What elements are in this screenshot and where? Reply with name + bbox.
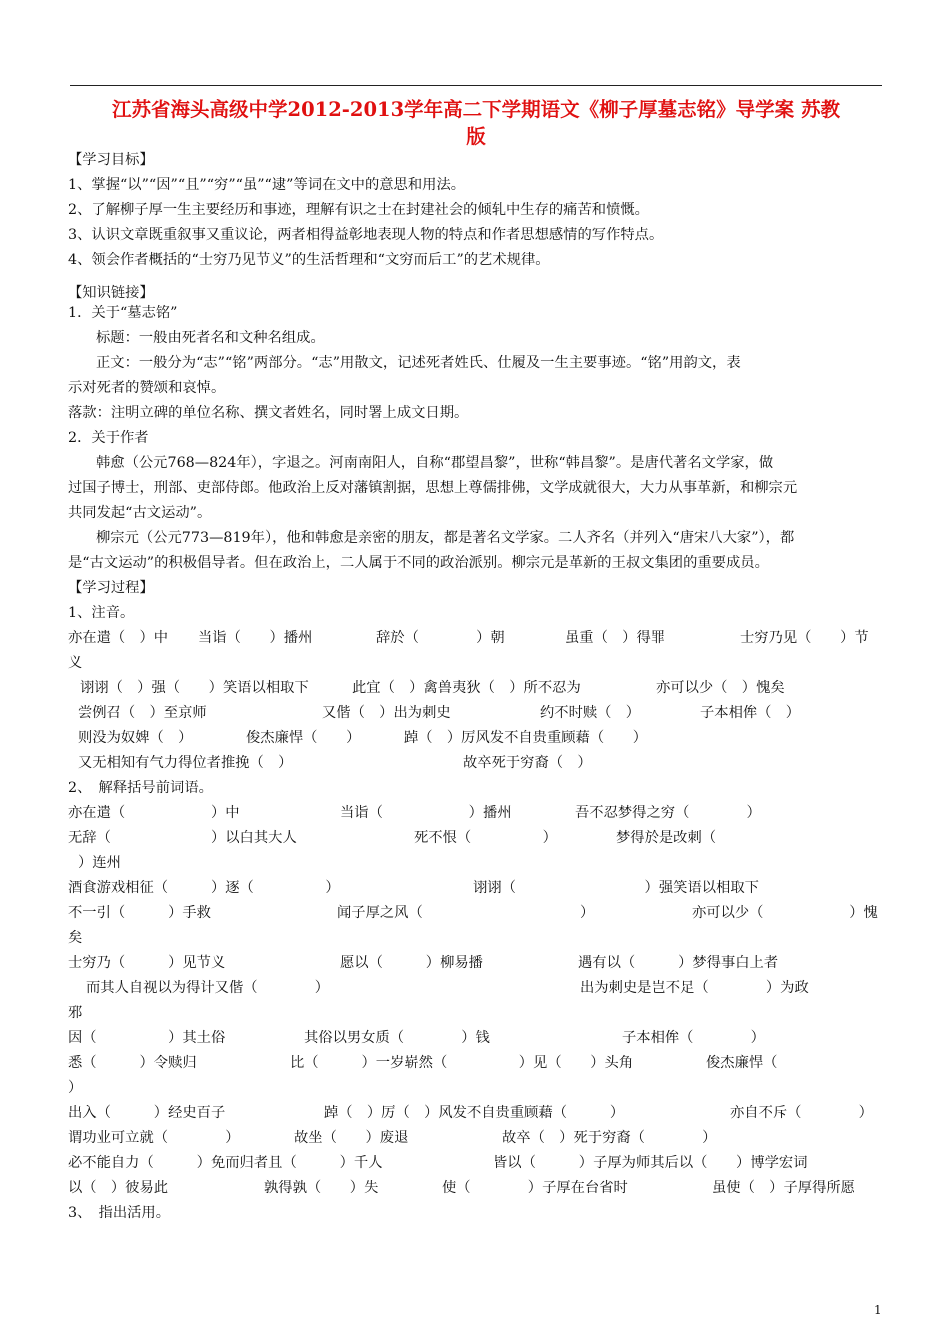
paragraph: 过国子博士，刑部、吏部侍郎。他政治上反对藩镇割据，思想上尊儒排佛，文学成就很大，大力从事革新，和柳宗元: [68, 480, 798, 496]
section-heading: 2．关于作者: [68, 430, 149, 446]
explain-item: 诩诩（ ）强笑语以相取下: [473, 880, 759, 896]
process-heading: 【学习过程】: [68, 580, 154, 596]
question-heading: 3、 指出活用。: [68, 1205, 171, 1221]
paragraph: 共同发起“古文运动”。: [68, 505, 212, 521]
explain-item: 故卒（ ）死于穷裔（ ）: [502, 1130, 717, 1146]
explain-item: 亦可以少（ ）愧: [692, 905, 878, 921]
explain-item: 吾不忍梦得之穷（ ）: [575, 805, 761, 821]
explain-item: 无辞（ ）以白其大人: [68, 830, 297, 846]
explain-item: 死不恨（ ）: [414, 830, 557, 846]
explain-item: 邪: [68, 1005, 83, 1021]
explain-item: ）: [68, 1080, 83, 1096]
paragraph: 正文：一般分为“志”“铭”两部分。“志”用散文，记述死者姓氏、仕履及一生主要事迹。“铭”用韵文，表: [96, 355, 741, 371]
explain-item: 悉（ ）令赎归: [68, 1055, 197, 1071]
pron-item: 又无相知有气力得位者推挽（ ）: [78, 755, 293, 771]
section-heading: 1．关于“墓志铭”: [68, 305, 178, 321]
pron-item: 又偕（ ）出为刺史: [322, 705, 451, 721]
paragraph: 是“古文运动”的积极倡导者。但在政治上，二人属于不同的政治派别。柳宗元是革新的王叔文集团的重要成员。: [68, 555, 769, 571]
explain-item: ）连州: [78, 855, 121, 871]
explain-item: 出为刺史是岂不足（ ）为政: [580, 980, 809, 996]
pron-item: 亦在遣（ ）中: [68, 630, 169, 646]
goal-item: 2、了解柳子厚一生主要经历和事迹，理解有识之士在封建社会的倾轧中生存的痛苦和愤慨。: [68, 202, 649, 218]
explain-item: 而其人自视以为得计又偕（ ）: [86, 980, 330, 996]
pron-item: 义: [68, 655, 83, 671]
explain-item: 不一引（ ）手救: [68, 905, 211, 921]
title-line-1: 江苏省海头高级中学2012-2013学年高二下学期语文《柳子厚墓志铭》导学案 苏教: [112, 98, 840, 121]
explain-item: 孰得孰（ ）失: [264, 1180, 379, 1196]
pron-item: 此宜（ ）禽兽夷狄（ ）所不忍为: [352, 680, 581, 696]
paragraph: 标题：一般由死者名和文种名组成。: [96, 330, 325, 346]
pron-item: 辞於（ ）朝: [376, 630, 505, 646]
explain-item: 矣: [68, 930, 83, 946]
paragraph: 示对死者的赞颂和哀悼。: [68, 380, 226, 396]
explain-item: 士穷乃（ ）见节义: [68, 955, 226, 971]
explain-item: 皆以（ ）子厚为师其后以（ ）博学宏词: [493, 1155, 808, 1171]
pron-item: 约不时赎（ ）: [540, 705, 641, 721]
pron-item: 诩诩（ ）强（ ）笑语以相取下: [80, 680, 309, 696]
title-line-2: 版: [466, 125, 486, 148]
goals-heading: 【学习目标】: [68, 152, 154, 168]
document-title: [66, 96, 886, 150]
pron-item: 子本相侔（ ）: [700, 705, 801, 721]
pron-item: 虽重（ ）得罪: [565, 630, 666, 646]
goal-item: 4、领会作者概括的“士穷乃见节义”的生活哲理和“文穷而后工”的艺术规律。: [68, 252, 550, 268]
explain-item: 当诣（ ）播州: [340, 805, 512, 821]
pron-item: 踔（ ）厉风发不自贵重顾藉（ ）: [404, 730, 648, 746]
explain-item: 遇有以（ ）梦得事白上者: [578, 955, 779, 971]
explain-item: 其俗以男女质（ ）钱: [304, 1030, 490, 1046]
explain-item: 愿以（ ）柳易播: [340, 955, 483, 971]
question-heading: 1、注音。: [68, 605, 135, 621]
explain-item: 梦得於是改刺（: [616, 830, 717, 846]
explain-item: 因（ ）其土俗: [68, 1030, 226, 1046]
goal-item: 1、掌握“以”“因”“且”“穷”“虽”“逮”等词在文中的意思和用法。: [68, 177, 466, 193]
header-rule: [70, 85, 882, 86]
explain-item: 酒食游戏相征（ ）逐（ ）: [68, 880, 340, 896]
pron-item: 亦可以少（ ）愧矣: [656, 680, 785, 696]
pron-item: 俊杰廉悍（ ）: [246, 730, 361, 746]
explain-item: 虽使（ ）子厚得所愿: [712, 1180, 855, 1196]
explain-item: 必不能自力（ ）免而归者且（ ）千人: [68, 1155, 383, 1171]
page-number: 1: [874, 1303, 882, 1317]
explain-item: 出入（ ）经史百子: [68, 1105, 226, 1121]
explain-item: 亦在遣（ ）中: [68, 805, 240, 821]
knowledge-heading: 【知识链接】: [68, 285, 154, 301]
question-heading: 2、 解释括号前词语。: [68, 780, 213, 796]
explain-item: 使（ ）子厚在台省时: [442, 1180, 628, 1196]
pron-item: 当诣（ ）播州: [198, 630, 313, 646]
paragraph: 落款：注明立碑的单位名称、撰文者姓名，同时署上成文日期。: [68, 405, 469, 421]
explain-item: 以（ ）彼易此: [68, 1180, 169, 1196]
pron-item: 士穷乃见（ ）节: [740, 630, 869, 646]
paragraph: 韩愈（公元768—824年），字退之。河南南阳人，自称“郡望昌黎”，世称“韩昌黎”。是唐代著名文学家，做: [96, 455, 774, 471]
explain-item: 子本相侔（ ）: [622, 1030, 765, 1046]
pron-item: 则没为奴婢（ ）: [78, 730, 193, 746]
paragraph: 柳宗元（公元773—819年），他和韩愈是亲密的朋友，都是著名文学家。二人齐名（并列入“唐宋八大家”），都: [96, 530, 795, 546]
explain-item: 亦自不斥（ ）: [730, 1105, 873, 1121]
explain-item: 闻子厚之风（ ）: [337, 905, 595, 921]
pron-item: 尝例召（ ）至京师: [78, 705, 207, 721]
goal-item: 3、认识文章既重叙事又重议论，两者相得益彰地表现人物的特点和作者思想感情的写作特点。: [68, 227, 664, 243]
explain-item: 比（ ）一岁崭然（ ）见（ ）头角: [290, 1055, 634, 1071]
explain-item: 谓功业可立就（ ）: [68, 1130, 240, 1146]
explain-item: 踔（ ）厉（ ）风发不自贵重顾藉（ ）: [324, 1105, 625, 1121]
pron-item: 故卒死于穷裔（ ）: [463, 755, 592, 771]
explain-item: 俊杰廉悍（: [706, 1055, 778, 1071]
explain-item: 故坐（ ）废退: [294, 1130, 409, 1146]
